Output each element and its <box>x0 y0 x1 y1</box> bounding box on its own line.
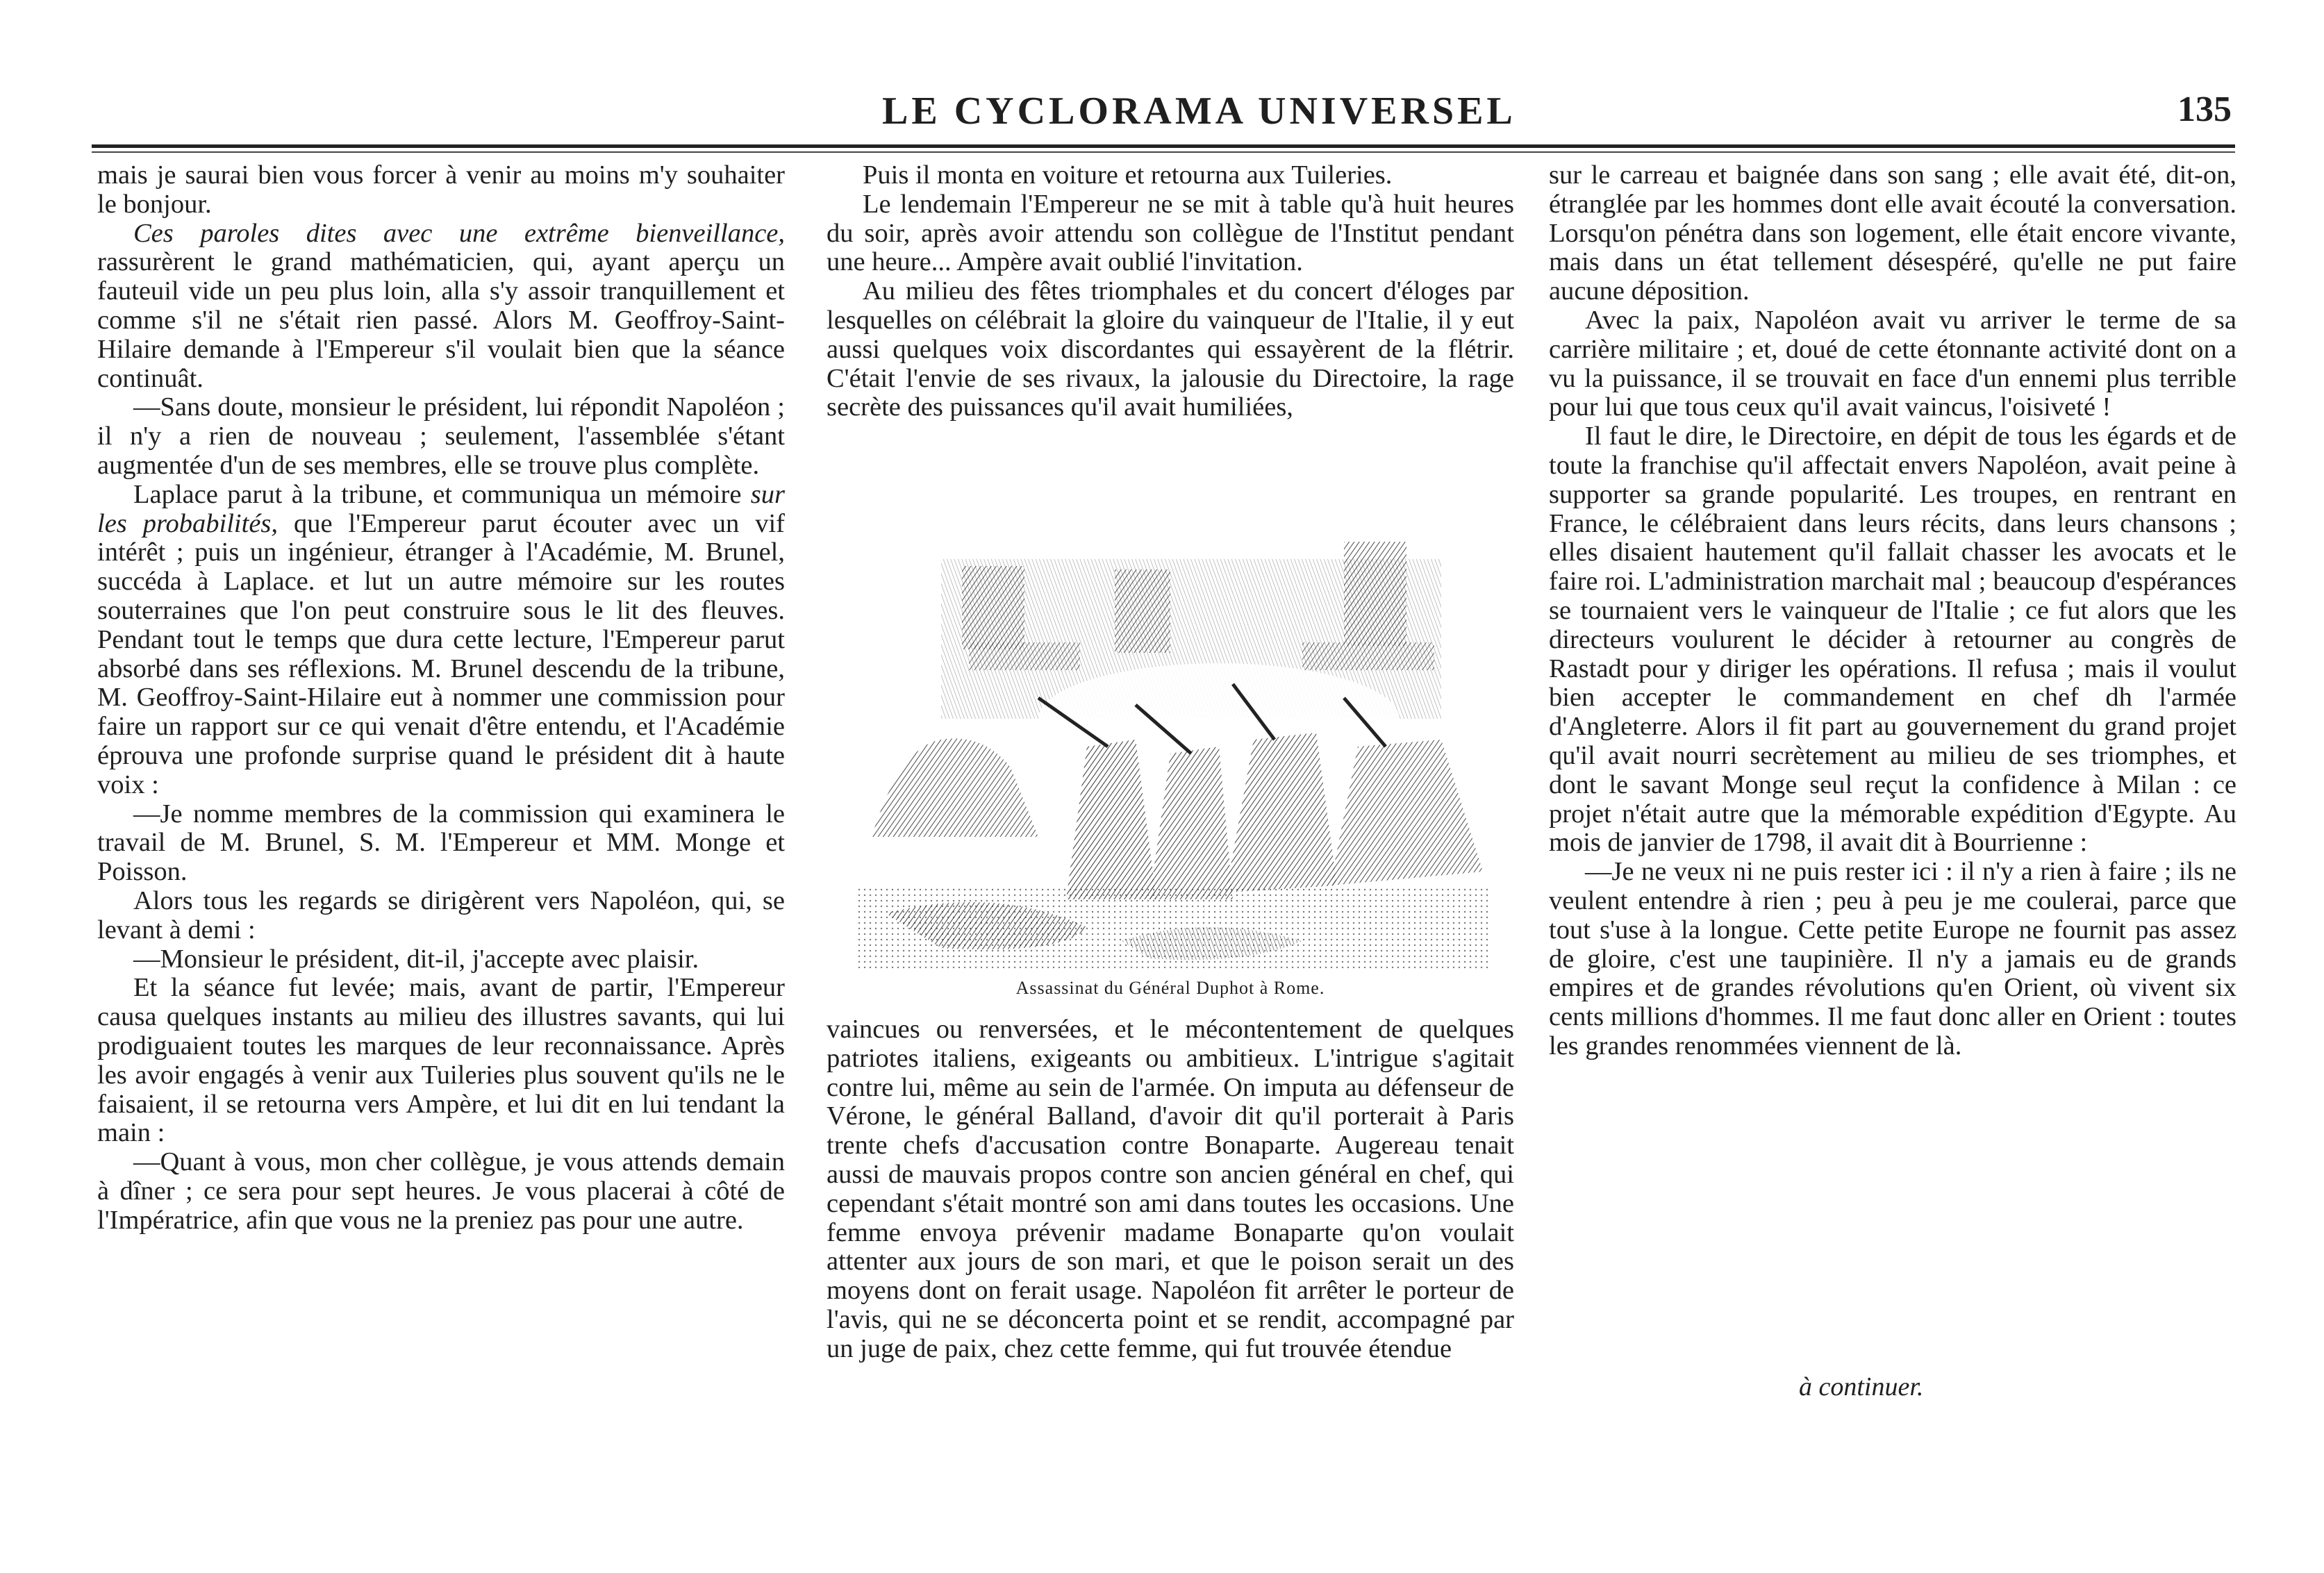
illustration-caption: Assassinat du Général Duphot à Rome. <box>1015 978 1325 998</box>
paragraph: sur le carreau et baignée dans son sang ; elle avait été, dit-on, étranglée par les hommes dont elle avait écouté la conversation. Lorsqu'on pénétra dans son logement, elle était encore vivante, mais dans un état tellement désespéré, qu'elle ne put faire aucune déposition. <box>1549 160 2236 306</box>
continuation-note: à continuer. <box>1799 1372 1924 1401</box>
paragraph: Avec la paix, Napoléon avait vu arriver le terme de sa carrière militaire ; et, doué de cette étonnante activité dont on a vu la puissance, il se trouvait en face d'un ennemi plus terrible pour lui que tous ceux qu'il avait vaincus, l'oisiveté ! <box>1549 305 2236 422</box>
paragraph <box>97 481 785 800</box>
paragraph-text: rassurèrent le grand mathématicien, qui, ayant aperçu un fauteuil vide un peu plus loin, alla s'y assoir tranquillement et comme s'il ne s'était rien passé. Alors M. Geoffroy-Saint-Hilaire demande à l'Empereur s'il voulait bien que la séance continuât. <box>97 247 785 393</box>
paragraph-text: Laplace parut à la tribune, et communiqua un mémoire <box>133 479 751 509</box>
italic-text: sur les probabilités, <box>97 479 785 538</box>
paragraph: —Monsieur le président, dit-il, j'accepte avec plaisir. <box>133 944 699 974</box>
italic-text: Ces paroles dites avec une extrême bienveillance, <box>133 218 785 248</box>
paragraph: Le lendemain l'Empereur ne se mit à table qu'à huit heures du soir, après avoir attendu son collègue de l'Institut pendant une heure... Ampère avait oublié l'invitation. <box>827 189 1514 277</box>
paragraph: Puis il monta en voiture et retourna aux Tuileries. <box>863 160 1393 190</box>
paragraph <box>97 219 785 394</box>
paragraph: Alors tous les regards se dirigèrent vers Napoléon, qui, se levant à demi : <box>97 885 785 944</box>
text-column-3 <box>1549 161 2236 1061</box>
paragraph: Et la séance fut levée; mais, avant de partir, l'Empereur causa quelques instants au milieu des illustres savants, qui lui prodiguaient toutes les marques de leur reconnaissance. Après les avoir engagés à venir aux Tuileries plus souvent qu'ils ne le faisaient, il se retourna vers Ampère, et lui dit en lui tendant la main : <box>97 973 785 1148</box>
header-rule-thin <box>92 151 2235 153</box>
paragraph-text: que l'Empereur parut écouter avec un vif intérêt ; puis un ingénieur, étranger à l'Académie, M. Brunel, succéda à Laplace. et lut un autre mémoire sur les routes souterraines que l'on peut construire sous le lit des fleuves. Pendant tout le temps que dura cette lecture, l'Empereur parut absorbé dans ses réflexions. M. Brunel descendu de la tribune, M. Geoffroy-Saint-Hilaire eut à nommer une commission pour faire un rapport sur ce qui venait d'être entendu, et l'Académie éprouva une profonde surprise quand le président dit à haute voix : <box>97 508 785 799</box>
page-number: 135 <box>2177 90 2232 129</box>
paragraph: vaincues ou renversées, et le mécontentement de quelques patriotes italiens, exigeants ou ambitieux. L'intrigue s'agitait contre lui, même au sein de l'armée. On imputa au défenseur de Vérone, le général Balland, d'avoir dit qu'il porterait à Paris trente chefs d'accusation contre Bonaparte. Augereau tenait aussi de mauvais propos contre son ancien général en chef, qui cependant s'était montré son ami dans toutes les occasions. Une femme envoya prévenir madame Bonaparte qu'on voulait attenter aux jours de son mari, et que le poison serait un des moyens dont on ferait usage. Napoléon fit arrêter le porteur de l'avis, qui ne se déconcerta point et se rendit, accompagné par un juge de paix, chez cette femme, qui fut trouvée étendue <box>827 1015 1514 1363</box>
engraving-illustration <box>858 538 1490 969</box>
header-rule-thick <box>92 144 2235 148</box>
text-column-2 <box>827 161 1514 422</box>
paragraph: —Sans doute, monsieur le président, lui répondit Napoléon ; il n'y a rien de nouveau ; seulement, l'assemblée s'étant augmentée d'un de ses membres, elle se trouve plus complète. <box>97 392 785 480</box>
paragraph: —Quant à vous, mon cher collègue, je vous attends demain à dîner ; ce sera pour sept heures. Je vous placerai à côté de l'Impératrice, afin que vous ne la preniez pas pour une autre. <box>97 1147 785 1235</box>
paragraph: Au milieu des fêtes triomphales et du concert d'éloges par lesquelles on célébrait la gloire du vainqueur de l'Italie, il y eut aussi quelques voix discordantes qui essayèrent de la flétrir. C'était l'envie de ses rivaux, la jalousie du Directoire, la rage secrète des puissances qu'il avait humiliées, <box>827 276 1514 422</box>
paragraph: Il faut le dire, le Directoire, en dépit de tous les égards et de toute la franchise qu'il affectait envers Napoléon, avait peine à supporter sa grande popularité. Les troupes, en rentrant en France, le célébraient dans leurs récits, dans leurs chansons ; elles disaient hautement qu'il fallait chasser les avocats et le faire roi. L'administration marchait mal ; beaucoup d'espérances se tournaient vers le vainqueur de l'Italie ; ce fut alors que les directeurs voulurent le décider à retourner au congrès de Rastadt pour y diriger les opérations. Il refusa ; mais il voulut bien accepter le commandement en chef dh l'armée d'Angleterre. Alors il fit part au gouvernement du grand projet qu'il avait nourri secrètement au milieu de ses triomphes, et dont le savant Monge seul reçut la confidence à Milan : ce projet n'était autre que la mémorable expédition d'Egypte. Au mois de janvier de 1798, il avait dit à Bourrienne : <box>1549 422 2236 858</box>
text-column-2-continued <box>827 1015 1514 1364</box>
text-column-1 <box>97 161 785 1235</box>
paragraph: —Je ne veux ni ne puis rester ici : il n'y a rien à faire ; ils ne veulent entendre à rien ; peu à peu je me coulerai, parce que tout s'use à la longue. Cette petite Europe ne fournit pas assez de gloire, c'est une taupinière. Il n'y a jamais eu de grands empires et de grandes révolutions qu'en Orient, où vivent six cents millions d'hommes. Il me faut donc aller en Orient : toutes les grandes renommées viennent de là. <box>1549 857 2236 1060</box>
paragraph: —Je nomme membres de la commission qui examinera le travail de M. Brunel, S. M. l'Empereur et MM. Monge et Poisson. <box>97 799 785 887</box>
running-header-title: LE CYCLORAMA UNIVERSEL <box>882 90 1516 133</box>
paragraph: mais je saurai bien vous forcer à venir au moins m'y souhaiter le bonjour. <box>97 160 785 219</box>
